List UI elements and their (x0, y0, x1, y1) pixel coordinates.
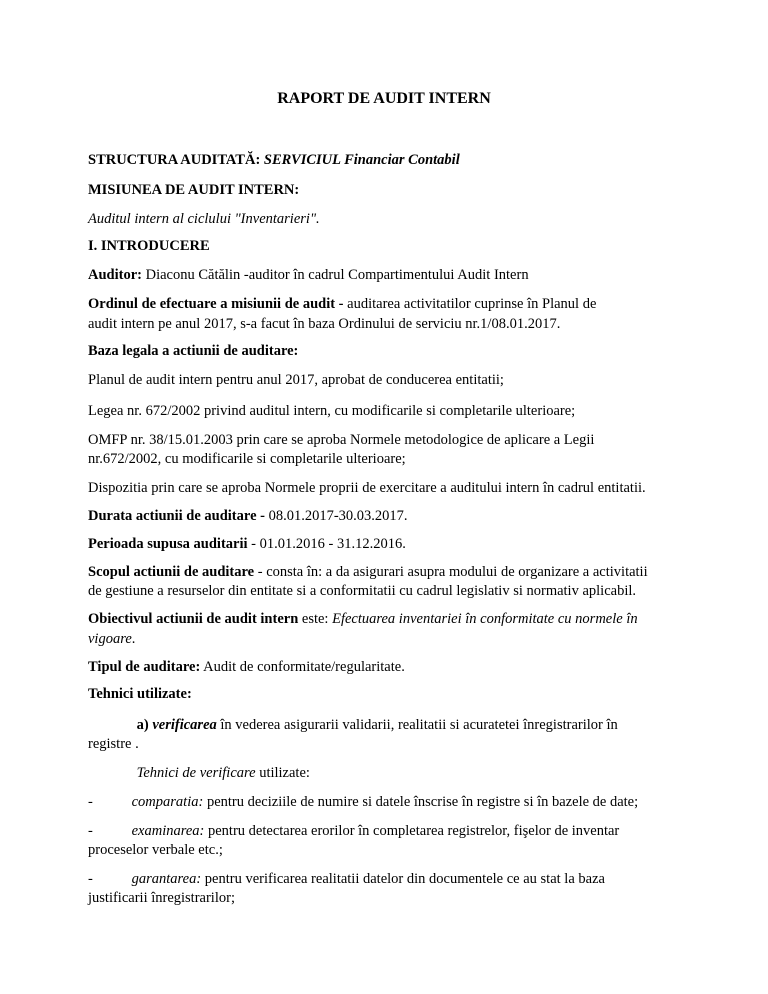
ordinul-text-2: audit intern pe anul 2017, s-a facut în baza Ordinului de serviciu nr.1/08.01.2017. (88, 316, 561, 332)
structura-line (88, 151, 688, 169)
ordinul-label: Ordinul de efectuare a misiunii de audit - (88, 296, 344, 312)
durata-label: Durata actiunii de auditare - (88, 508, 265, 524)
baza-item-3-line-1: OMFP nr. 38/15.01.2003 prin care se aproba Normele metodologice de aplicare a Legii (88, 432, 595, 448)
baza-item-1: Planul de audit intern pentru anul 2017, aprobat de conducerea entitatii; (88, 372, 504, 388)
examinarea-text-1: pentru detectarea erorilor în completarea registrelor, fişelor de inventar (208, 823, 620, 839)
scopul-label: Scopul actiunii de auditare (88, 564, 255, 580)
structura-label: STRUCTURA AUDITATĂ: (88, 152, 261, 168)
comparatia-item (88, 793, 688, 811)
perioada-label: Perioada supusa auditarii (88, 536, 248, 552)
ordinul-text-1: auditarea activitatilor cuprinse în Planul de (347, 296, 597, 312)
tipul-value: Audit de conformitate/regularitate. (203, 659, 405, 675)
scopul-text-1: - consta în: a da asigurari asupra modului de organizare a activitatii (257, 564, 648, 580)
baza-item-4: Dispozitia prin care se aproba Normele proprii de exercitare a auditului intern în cadrul entitatii. (88, 480, 646, 496)
baza-item-2: Legea nr. 672/2002 privind auditul intern, cu modificarile si completarile ulterioare; (88, 403, 576, 419)
scopul-text-2: de gestiune a resurselor din entitate si a conformitatii cu cadrul legislativ si normativ aplicabil. (88, 583, 637, 599)
perioada-line (88, 535, 688, 553)
tehnici-verif-italic: Tehnici de verificare (136, 765, 256, 781)
tipul-line (88, 658, 688, 676)
bullet-dash: - (88, 823, 93, 839)
obiectivul-text-2: vigoare (88, 631, 132, 647)
bullet-dash: - (88, 871, 93, 887)
durata-line (88, 507, 688, 525)
tehnici-a-text-1: în vederea asigurarii validarii, realitatii si acuratetei înregistrarilor în (220, 717, 618, 733)
tehnici-label: Tehnici utilizate: (88, 686, 192, 702)
auditor-label: Auditor: (88, 267, 142, 283)
comparatia-text: pentru deciziile de numire si datele înscrise în registre si în bazele de date; (206, 794, 639, 810)
examinarea-item-line-1 (88, 822, 688, 840)
garantarea-text-1: pentru verificarea realitatii datelor din documentele ce au stat la baza (204, 871, 605, 887)
tehnici-a-line-1 (88, 716, 688, 734)
tipul-label: Tipul de auditare: (88, 659, 201, 675)
examinarea-term: examinarea: (131, 823, 205, 839)
obiectivul-label: Obiectivul actiunii de audit intern (88, 611, 299, 627)
scopul-line-1 (88, 563, 688, 581)
auditor-value: Diaconu Cătălin -auditor în cadrul Compartimentului Audit Intern (145, 267, 529, 283)
introducere-heading: I. INTRODUCERE (88, 238, 210, 254)
tehnici-verif-line (88, 764, 688, 782)
comparatia-term: comparatia: (131, 794, 204, 810)
tehnici-a-label: a) (136, 717, 149, 733)
garantarea-text-2: justificarii înregistrarilor; (88, 890, 235, 906)
durata-value: 08.01.2017-30.03.2017. (268, 508, 408, 524)
tehnici-a-text-2: registre . (88, 736, 139, 752)
tehnici-a-term: verificarea (152, 717, 217, 733)
misiunea-value: Auditul intern al ciclului "Inventarieri". (88, 211, 320, 227)
obiectivul-text-1: Efectuarea inventariei în conformitate cu normele în (332, 611, 638, 627)
obiectivul-line-2 (88, 630, 688, 648)
report-title: RAPORT DE AUDIT INTERN (277, 90, 491, 107)
ordinul-line-1 (88, 295, 688, 313)
garantarea-term: garantarea: (131, 871, 202, 887)
baza-label: Baza legala a actiunii de auditare: (88, 343, 299, 359)
bullet-dash: - (88, 794, 93, 810)
garantarea-item-line-1 (88, 870, 688, 888)
structura-value: SERVICIUL Financiar Contabil (263, 152, 460, 168)
obiectivul-line-1 (88, 610, 688, 628)
examinarea-text-2: proceselor verbale etc.; (88, 842, 223, 858)
obiectivul-end: . (131, 631, 136, 647)
misiunea-label: MISIUNEA DE AUDIT INTERN: (88, 182, 300, 198)
auditor-line (88, 266, 688, 284)
perioada-value: - 01.01.2016 - 31.12.2016. (251, 536, 406, 552)
baza-item-3-line-2: nr.672/2002, cu modificarile si completarile ulterioare; (88, 451, 406, 467)
obiectivul-mid: este: (301, 611, 329, 627)
tehnici-verif-end: utilizate: (259, 765, 310, 781)
